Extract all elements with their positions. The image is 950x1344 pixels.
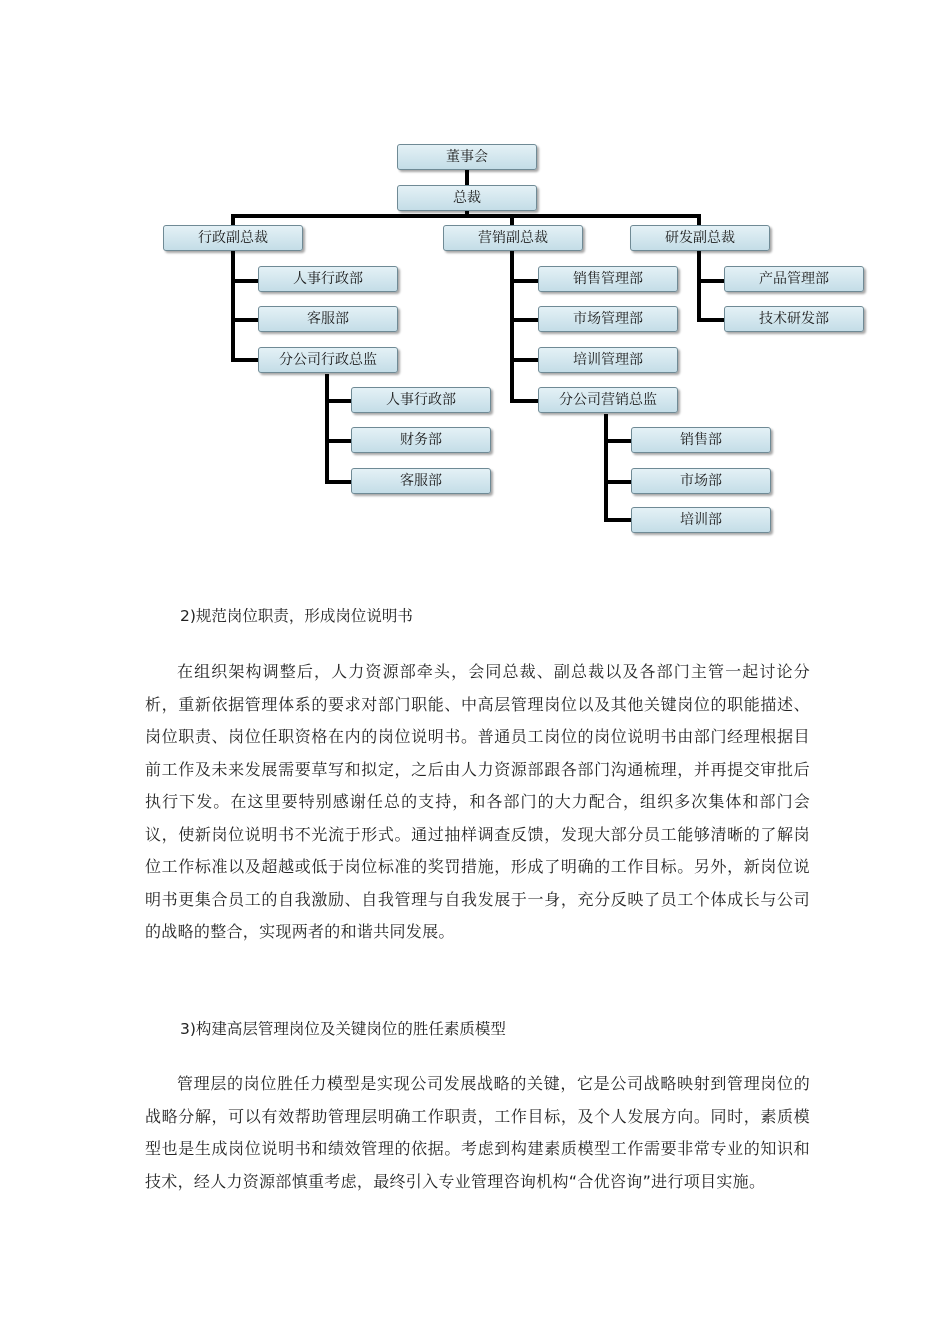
connector-line	[697, 250, 701, 322]
connector-line	[325, 399, 353, 403]
connector-line	[604, 480, 632, 484]
org-node-branch-market: 市场部	[631, 468, 771, 494]
connector-line	[231, 358, 259, 362]
org-node-vp-admin: 行政副总裁	[163, 225, 303, 251]
connector-line	[604, 414, 608, 522]
org-node-board: 董事会	[397, 144, 537, 170]
org-node-branch-service: 客服部	[351, 468, 491, 494]
org-node-training-mgmt: 培训管理部	[538, 347, 678, 373]
section-3-paragraph: 管理层的岗位胜任力模型是实现公司发展战略的关键，它是公司战略映射到管理岗位的战略分解，可以有效帮助管理层明确工作职责，工作目标，及个人发展方向。同时，素质模型也是生成岗位说明书和绩效管理的依据。考虑到构建素质模型工作需要非常专业的知识和技术，经人力资源部慎重考虑，最终引入专业管理咨询机构“合优咨询”进行项目实施。	[145, 1074, 810, 1191]
org-node-vp-marketing: 营销副总裁	[443, 225, 583, 251]
org-node-admin-service: 客服部	[258, 306, 398, 332]
connector-line	[604, 439, 632, 443]
connector-line	[697, 279, 725, 283]
connector-line	[231, 214, 701, 218]
connector-line	[231, 250, 235, 362]
org-node-tech-rd: 技术研发部	[724, 306, 864, 332]
connector-line	[510, 399, 539, 403]
connector-line	[697, 318, 725, 322]
org-chart	[0, 0, 950, 560]
section-2-heading: 2)规范岗位职责，形成岗位说明书	[180, 607, 413, 625]
section-3-heading: 3)构建高层管理岗位及关键岗位的胜任素质模型	[180, 1020, 506, 1038]
org-node-admin-hr: 人事行政部	[258, 266, 398, 292]
connector-line	[325, 439, 353, 443]
org-node-president: 总裁	[397, 185, 537, 211]
org-node-branch-sales: 销售部	[631, 427, 771, 453]
section-2-paragraph: 在组织架构调整后，人力资源部牵头，会同总裁、副总裁以及各部门主管一起讨论分析，重新依据管理体系的要求对部门职能、中高层管理岗位以及其他关键岗位的职能描述、岗位职责、岗位任职资格在内的岗位说明书。普通员工岗位的岗位说明书由部门经理根据目前工作及未来发展需要草写和拟定，之后由人力资源部跟各部门沟通梳理，并再提交审批后执行下发。在这里要特别感谢任总的支持，和各部门的大力配合，组织多次集体和部门会议，使新岗位说明书不光流于形式。通过抽样调查反馈，发现大部分员工能够清晰的了解岗位工作标准以及超越或低于岗位标准的奖罚措施，形成了明确的工作目标。另外，新岗位说明书更集合员工的自我激励、自我管理与自我发展于一身，充分反映了员工个体成长与公司的战略的整合，实现两者的和谐共同发展。	[145, 662, 810, 941]
org-node-branch-marketing-director: 分公司营销总监	[538, 387, 678, 413]
org-node-market-mgmt: 市场管理部	[538, 306, 678, 332]
connector-line	[231, 279, 259, 283]
connector-line	[510, 250, 514, 403]
connector-line	[510, 318, 539, 322]
connector-line	[604, 518, 632, 522]
org-node-branch-finance: 财务部	[351, 427, 491, 453]
connector-line	[325, 374, 329, 484]
org-node-branch-training: 培训部	[631, 507, 771, 533]
connector-line	[510, 358, 539, 362]
org-node-vp-rd: 研发副总裁	[630, 225, 770, 251]
connector-line	[325, 480, 353, 484]
connector-line	[231, 318, 259, 322]
org-node-branch-hr: 人事行政部	[351, 387, 491, 413]
connector-line	[465, 169, 469, 185]
org-node-sales-mgmt: 销售管理部	[538, 266, 678, 292]
org-node-product-mgmt: 产品管理部	[724, 266, 864, 292]
org-node-branch-admin-director: 分公司行政总监	[258, 347, 398, 373]
connector-line	[510, 279, 539, 283]
